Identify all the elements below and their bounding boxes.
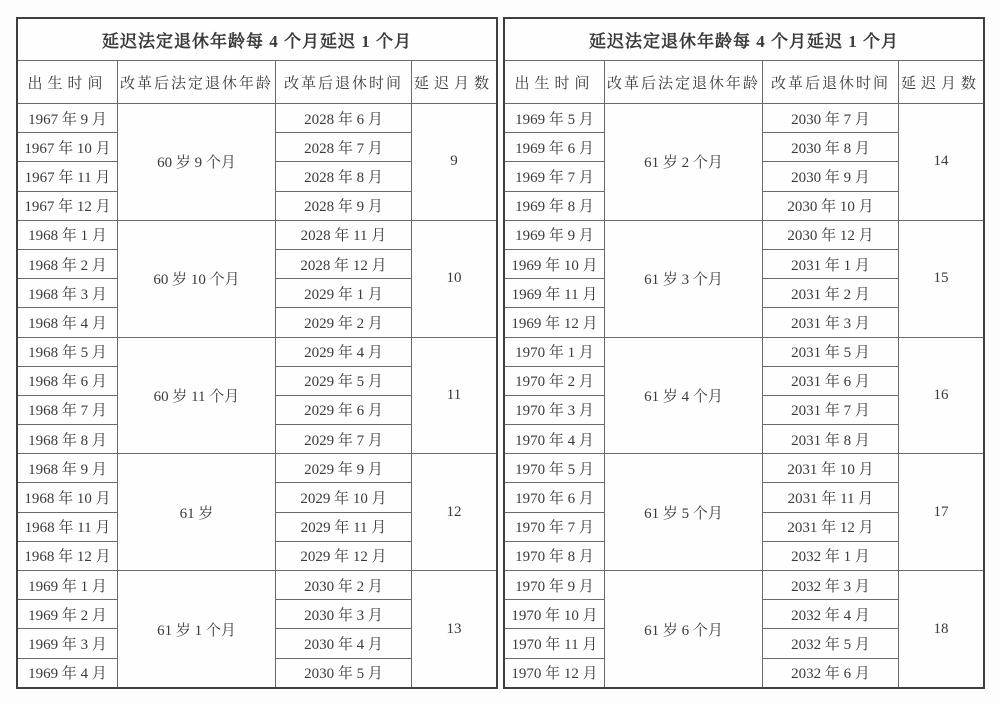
table-row bbox=[17, 220, 497, 249]
retirement-age-cell: 61 岁 bbox=[117, 454, 275, 571]
birth-time-cell: 1970 年 4 月 bbox=[504, 425, 604, 454]
delay-months-cell: 13 bbox=[411, 571, 497, 689]
col-header-post-reform-retirement-time: 改革后退休时间 bbox=[762, 61, 898, 104]
birth-time-cell: 1969 年 1 月 bbox=[17, 571, 117, 600]
table-row bbox=[504, 220, 984, 249]
birth-time-cell: 1969 年 7 月 bbox=[504, 162, 604, 191]
retirement-time-cell: 2030 年 9 月 bbox=[762, 162, 898, 191]
delay-months-cell: 16 bbox=[898, 337, 984, 454]
birth-time-cell: 1968 年 7 月 bbox=[17, 395, 117, 424]
delay-months-cell: 18 bbox=[898, 571, 984, 689]
retirement-time-cell: 2029 年 9 月 bbox=[275, 454, 411, 483]
retirement-time-cell: 2030 年 8 月 bbox=[762, 133, 898, 162]
retirement-time-cell: 2031 年 5 月 bbox=[762, 337, 898, 366]
retirement-time-cell: 2030 年 10 月 bbox=[762, 191, 898, 220]
table-row bbox=[504, 104, 984, 133]
birth-time-cell: 1968 年 11 月 bbox=[17, 512, 117, 541]
birth-time-cell: 1969 年 8 月 bbox=[504, 191, 604, 220]
retirement-time-cell: 2031 年 3 月 bbox=[762, 308, 898, 337]
table-title-row bbox=[504, 18, 984, 61]
birth-time-cell: 1968 年 8 月 bbox=[17, 425, 117, 454]
table-title: 延迟法定退休年龄每 4 个月延迟 1 个月 bbox=[17, 18, 497, 61]
retirement-age-cell: 60 岁 11 个月 bbox=[117, 337, 275, 454]
birth-time-cell: 1968 年 4 月 bbox=[17, 308, 117, 337]
delay-months-cell: 14 bbox=[898, 104, 984, 221]
birth-time-cell: 1969 年 9 月 bbox=[504, 220, 604, 249]
table-header-row bbox=[504, 61, 984, 104]
retirement-time-cell: 2029 年 12 月 bbox=[275, 541, 411, 570]
retirement-time-cell: 2029 年 10 月 bbox=[275, 483, 411, 512]
birth-time-cell: 1970 年 9 月 bbox=[504, 571, 604, 600]
birth-time-cell: 1967 年 10 月 bbox=[17, 133, 117, 162]
birth-time-cell: 1969 年 4 月 bbox=[17, 658, 117, 688]
delay-months-cell: 12 bbox=[411, 454, 497, 571]
birth-time-cell: 1969 年 5 月 bbox=[504, 104, 604, 133]
col-header-birth-time: 出生时间 bbox=[17, 61, 117, 104]
retirement-time-cell: 2028 年 7 月 bbox=[275, 133, 411, 162]
birth-time-cell: 1967 年 12 月 bbox=[17, 191, 117, 220]
birth-time-cell: 1969 年 6 月 bbox=[504, 133, 604, 162]
retirement-age-cell: 61 岁 2 个月 bbox=[604, 104, 762, 221]
birth-time-cell: 1969 年 2 月 bbox=[17, 600, 117, 629]
retirement-time-cell: 2028 年 6 月 bbox=[275, 104, 411, 133]
retirement-time-cell: 2029 年 2 月 bbox=[275, 308, 411, 337]
delay-months-cell: 9 bbox=[411, 104, 497, 221]
table-row bbox=[17, 104, 497, 133]
birth-time-cell: 1969 年 3 月 bbox=[17, 629, 117, 658]
birth-time-cell: 1969 年 12 月 bbox=[504, 308, 604, 337]
delay-months-cell: 10 bbox=[411, 220, 497, 337]
retirement-age-cell: 61 岁 5 个月 bbox=[604, 454, 762, 571]
retirement-time-cell: 2032 年 5 月 bbox=[762, 629, 898, 658]
retirement-time-cell: 2030 年 4 月 bbox=[275, 629, 411, 658]
retirement-time-cell: 2030 年 2 月 bbox=[275, 571, 411, 600]
retirement-time-cell: 2031 年 2 月 bbox=[762, 279, 898, 308]
delay-months-cell: 11 bbox=[411, 337, 497, 454]
birth-time-cell: 1970 年 3 月 bbox=[504, 395, 604, 424]
retirement-age-cell: 61 岁 6 个月 bbox=[604, 571, 762, 689]
retirement-schedule-page bbox=[16, 17, 985, 689]
retirement-time-cell: 2030 年 5 月 bbox=[275, 658, 411, 688]
table-row bbox=[17, 337, 497, 366]
retirement-time-cell: 2029 年 5 月 bbox=[275, 366, 411, 395]
birth-time-cell: 1967 年 11 月 bbox=[17, 162, 117, 191]
retirement-time-cell: 2030 年 3 月 bbox=[275, 600, 411, 629]
birth-time-cell: 1969 年 11 月 bbox=[504, 279, 604, 308]
retirement-age-cell: 61 岁 3 个月 bbox=[604, 220, 762, 337]
retirement-time-cell: 2032 年 6 月 bbox=[762, 658, 898, 688]
col-header-delay-months: 延迟月数 bbox=[411, 61, 497, 104]
retirement-time-cell: 2028 年 12 月 bbox=[275, 249, 411, 278]
birth-time-cell: 1970 年 7 月 bbox=[504, 512, 604, 541]
retirement-time-cell: 2031 年 11 月 bbox=[762, 483, 898, 512]
retirement-time-cell: 2029 年 7 月 bbox=[275, 425, 411, 454]
table-header-row bbox=[17, 61, 497, 104]
retirement-time-cell: 2031 年 7 月 bbox=[762, 395, 898, 424]
birth-time-cell: 1969 年 10 月 bbox=[504, 249, 604, 278]
table-row bbox=[504, 571, 984, 600]
table-title: 延迟法定退休年龄每 4 个月延迟 1 个月 bbox=[504, 18, 984, 61]
retirement-age-cell: 61 岁 1 个月 bbox=[117, 571, 275, 689]
retirement-time-cell: 2031 年 12 月 bbox=[762, 512, 898, 541]
col-header-post-reform-statutory-age: 改革后法定退休年龄 bbox=[604, 61, 762, 104]
birth-time-cell: 1970 年 2 月 bbox=[504, 366, 604, 395]
retirement-time-cell: 2032 年 3 月 bbox=[762, 571, 898, 600]
birth-time-cell: 1970 年 1 月 bbox=[504, 337, 604, 366]
retirement-time-cell: 2029 年 6 月 bbox=[275, 395, 411, 424]
table-row bbox=[504, 454, 984, 483]
retirement-schedule-table-left bbox=[16, 17, 498, 689]
birth-time-cell: 1968 年 2 月 bbox=[17, 249, 117, 278]
retirement-time-cell: 2029 年 4 月 bbox=[275, 337, 411, 366]
retirement-time-cell: 2032 年 1 月 bbox=[762, 541, 898, 570]
retirement-time-cell: 2029 年 11 月 bbox=[275, 512, 411, 541]
retirement-time-cell: 2031 年 1 月 bbox=[762, 249, 898, 278]
table-row bbox=[17, 571, 497, 600]
birth-time-cell: 1970 年 11 月 bbox=[504, 629, 604, 658]
retirement-age-cell: 60 岁 10 个月 bbox=[117, 220, 275, 337]
retirement-time-cell: 2028 年 8 月 bbox=[275, 162, 411, 191]
birth-time-cell: 1968 年 12 月 bbox=[17, 541, 117, 570]
birth-time-cell: 1968 年 5 月 bbox=[17, 337, 117, 366]
retirement-time-cell: 2031 年 6 月 bbox=[762, 366, 898, 395]
birth-time-cell: 1968 年 9 月 bbox=[17, 454, 117, 483]
birth-time-cell: 1970 年 5 月 bbox=[504, 454, 604, 483]
birth-time-cell: 1970 年 10 月 bbox=[504, 600, 604, 629]
birth-time-cell: 1968 年 10 月 bbox=[17, 483, 117, 512]
table-title-row bbox=[17, 18, 497, 61]
birth-time-cell: 1970 年 8 月 bbox=[504, 541, 604, 570]
birth-time-cell: 1970 年 6 月 bbox=[504, 483, 604, 512]
col-header-post-reform-retirement-time: 改革后退休时间 bbox=[275, 61, 411, 104]
table-row bbox=[504, 337, 984, 366]
retirement-time-cell: 2032 年 4 月 bbox=[762, 600, 898, 629]
retirement-time-cell: 2028 年 9 月 bbox=[275, 191, 411, 220]
retirement-age-cell: 60 岁 9 个月 bbox=[117, 104, 275, 221]
birth-time-cell: 1967 年 9 月 bbox=[17, 104, 117, 133]
retirement-schedule-table-right bbox=[503, 17, 985, 689]
birth-time-cell: 1970 年 12 月 bbox=[504, 658, 604, 688]
col-header-birth-time: 出生时间 bbox=[504, 61, 604, 104]
retirement-time-cell: 2029 年 1 月 bbox=[275, 279, 411, 308]
retirement-age-cell: 61 岁 4 个月 bbox=[604, 337, 762, 454]
retirement-time-cell: 2030 年 7 月 bbox=[762, 104, 898, 133]
delay-months-cell: 15 bbox=[898, 220, 984, 337]
retirement-time-cell: 2030 年 12 月 bbox=[762, 220, 898, 249]
retirement-time-cell: 2028 年 11 月 bbox=[275, 220, 411, 249]
delay-months-cell: 17 bbox=[898, 454, 984, 571]
col-header-post-reform-statutory-age: 改革后法定退休年龄 bbox=[117, 61, 275, 104]
retirement-time-cell: 2031 年 10 月 bbox=[762, 454, 898, 483]
retirement-time-cell: 2031 年 8 月 bbox=[762, 425, 898, 454]
birth-time-cell: 1968 年 1 月 bbox=[17, 220, 117, 249]
birth-time-cell: 1968 年 3 月 bbox=[17, 279, 117, 308]
col-header-delay-months: 延迟月数 bbox=[898, 61, 984, 104]
table-row bbox=[17, 454, 497, 483]
birth-time-cell: 1968 年 6 月 bbox=[17, 366, 117, 395]
